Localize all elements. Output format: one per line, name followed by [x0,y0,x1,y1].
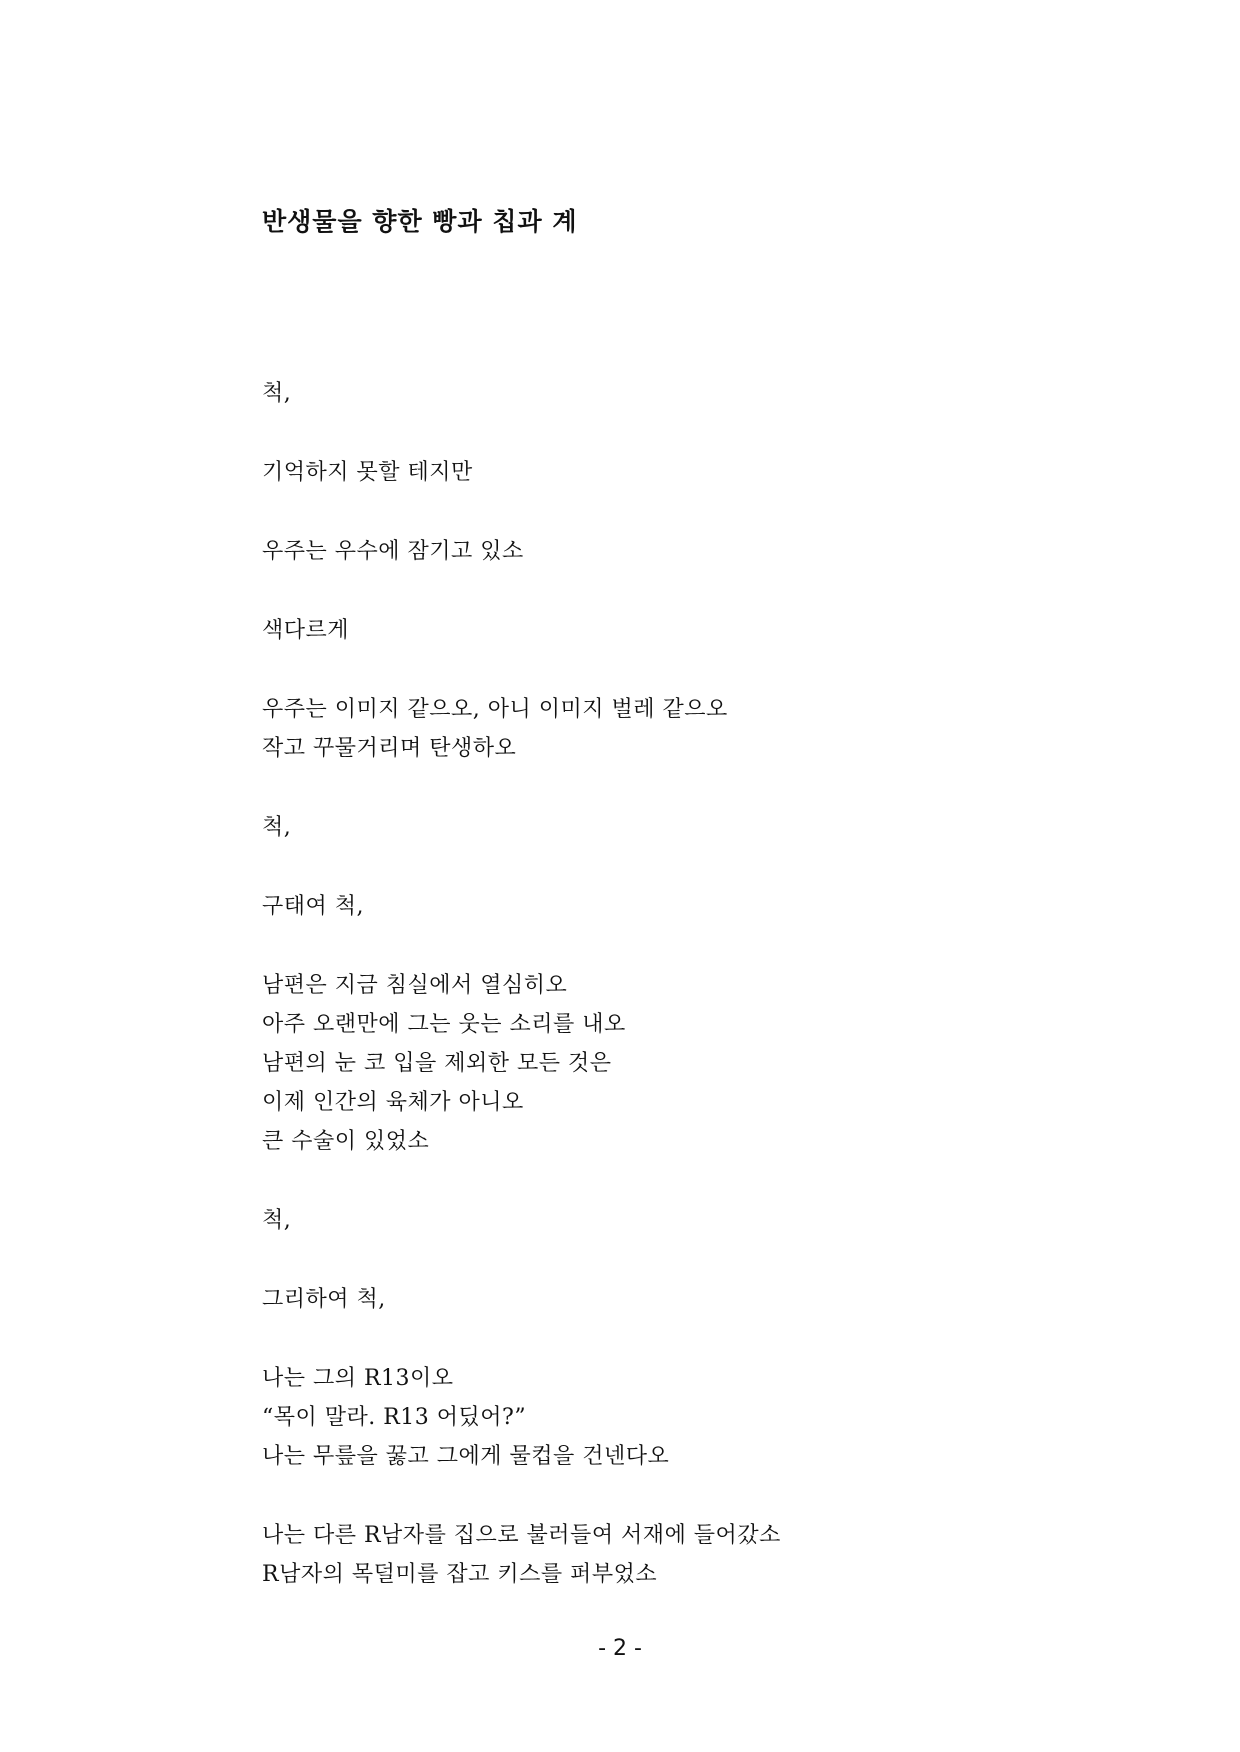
poem-line: 색다르게 [262,618,350,643]
poem-line: 나는 그의 R13이오 [262,1366,454,1391]
stanza [262,453,1062,492]
poem-line: “목이 말라. R13 어딨어?” [262,1405,527,1430]
poem-line: 척, [262,815,292,840]
stanza [262,374,1062,413]
stanza [262,611,1062,650]
poem-line: 기억하지 못할 테지만 [262,460,473,485]
stanza [262,1516,1062,1594]
poem-line: 구태여 척, [262,894,364,919]
poem-line: 이제 인간의 육체가 아니오 [262,1090,524,1115]
poem-line: 우주는 우수에 잠기고 있소 [262,539,524,564]
poem-line: 남편은 지금 침실에서 열심히오 [262,973,568,998]
poem-line: 작고 꾸물거리며 탄생하오 [262,736,517,761]
poem-line: 남편의 눈 코 입을 제외한 모든 것은 [262,1051,612,1076]
stanza [262,690,1062,768]
stanza [262,808,1062,847]
stanza [262,887,1062,926]
poem-line: 나는 다른 R남자를 집으로 불러들여 서재에 들어갔소 [262,1523,781,1548]
stanza [262,1280,1062,1319]
stanza [262,966,1062,1161]
poem-line: 그리하여 척, [262,1287,386,1312]
poem-line: 나는 무릎을 꿇고 그에게 물컵을 건넨다오 [262,1444,670,1469]
poem-body [262,374,1062,1634]
page-number: - 2 - [598,1636,642,1661]
poem-line: 척, [262,381,292,406]
poem-line: 큰 수술이 있었소 [262,1129,430,1154]
poem-line: 척, [262,1208,292,1233]
stanza [262,1359,1062,1476]
stanza [262,532,1062,571]
poem-title: 반생물을 향한 빵과 칩과 계 [262,207,578,236]
poem-line: R남자의 목덜미를 잡고 키스를 퍼부었소 [262,1562,658,1587]
poem-line: 아주 오랜만에 그는 웃는 소리를 내오 [262,1012,626,1037]
poem-line: 우주는 이미지 같으오, 아니 이미지 벌레 같으오 [262,697,728,722]
stanza [262,1201,1062,1240]
